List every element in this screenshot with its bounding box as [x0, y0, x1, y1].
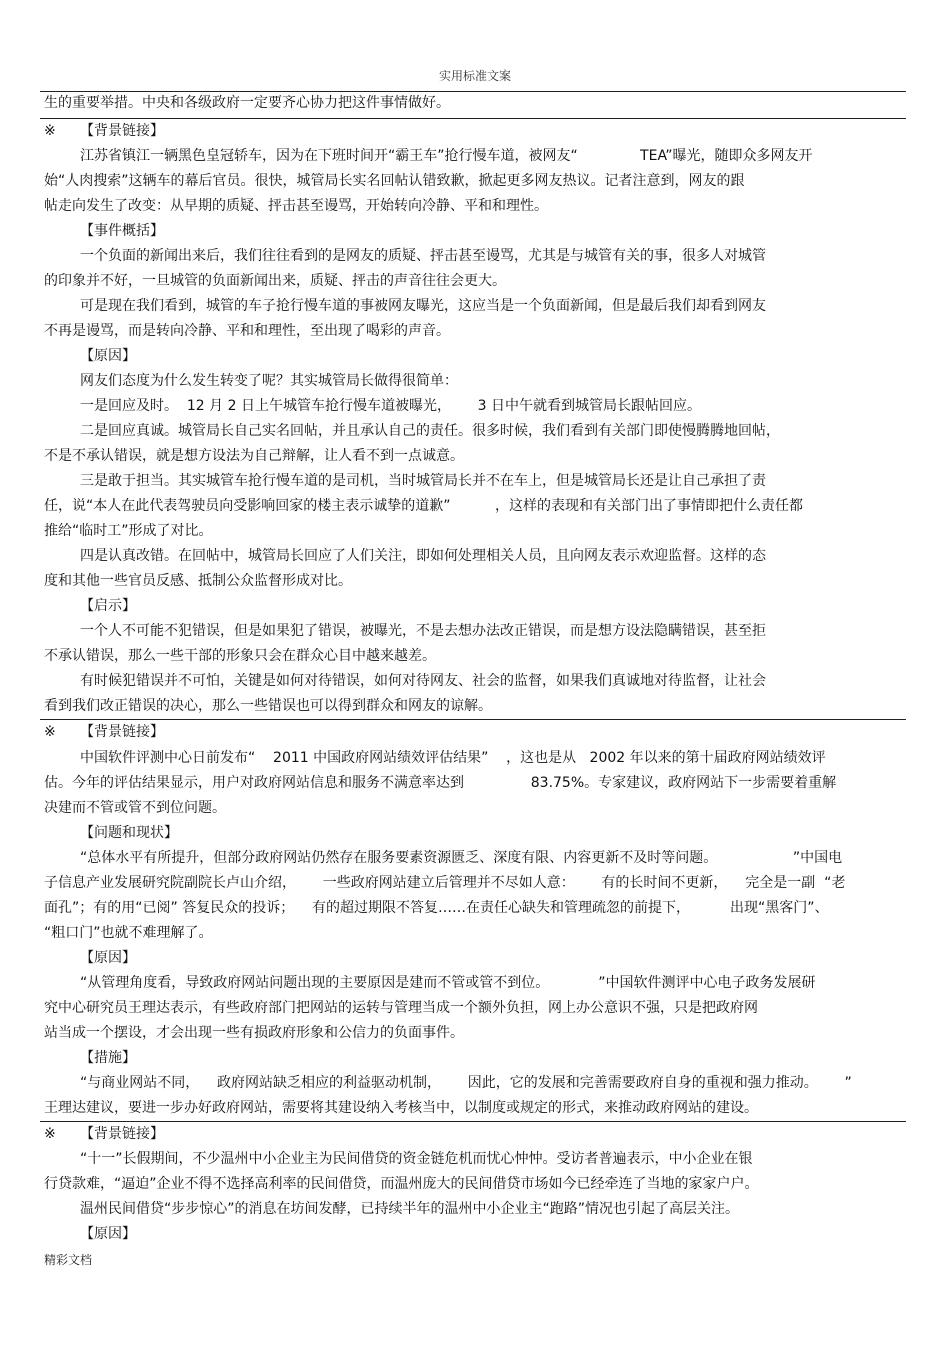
text-line: “与商业网站不同， 政府网站缺乏相应的利益驱动机制， 因此，它的发展和完善需要政府自身的重视和强力推动。 ”: [80, 1075, 852, 1091]
text-line: 推给“临时工”形成了对比。: [44, 523, 213, 539]
section-heading: 【原因】: [80, 950, 136, 966]
text-line: 的印象并不好，一旦城管的负面新闻出来，质疑、抨击的声音往往会更大。: [44, 273, 506, 289]
text-line: 不承认错误，那么一些干部的形象只会在群众心目中越来越差。: [44, 648, 436, 664]
divider: [40, 118, 906, 119]
divider: [40, 1121, 906, 1122]
text-line: 王理达建议，要进一步办好政府网站，需要将其建设纳入考核当中，以制度或规定的形式，来推动政府网站的建设。: [44, 1100, 758, 1116]
text-line: 网友们态度为什么发生转变了呢？其实城管局长做得很简单：: [80, 373, 458, 389]
text-line: 不是不承认错误，就是想方设法为自己辩解，让人看不到一点诚意。: [44, 448, 464, 464]
text-line: 四是认真改错。在回帖中，城管局长回应了人们关注，即如何处理相关人员，且向网友表示欢迎监督。这样的态: [80, 548, 766, 564]
text-line: 看到我们改正错误的决心，那么一些错误也可以得到群众和网友的谅解。: [44, 698, 492, 714]
text-line: 帖走向发生了改变：从早期的质疑、抨击甚至谩骂，开始转向冷静、平和和理性。: [44, 198, 548, 214]
text-line: 行贷款难，“逼迫”企业不得不选择高利率的民间借贷，而温州庞大的民间借贷市场如今已经牵连了当地的家家户户。: [44, 1176, 759, 1192]
text-line: 任，说“本人在此代表驾驶员向受影响回家的楼主表示诚挚的道歉” ，这样的表现和有关部门出了事情即把什么责任都: [44, 498, 804, 514]
text-line: 站当成一个摆设，才会出现一些有损政府形象和公信力的负面事件。: [44, 1025, 464, 1041]
page-footer: 精彩文档: [44, 1253, 93, 1267]
text-line: 一个人不可能不犯错误，但是如果犯了错误，被曝光，不是去想办法改正错误，而是想方设法隐瞒错误，甚至拒: [80, 623, 766, 639]
section-heading: 【启示】: [80, 598, 136, 614]
text-line: 始“人肉搜索”这辆车的幕后官员。很快，城管局长实名回帖认错致歉，掀起更多网友热议。记者注意到，网友的跟: [44, 173, 745, 189]
section-marker: ※: [44, 724, 56, 740]
text-line: 估。今年的评估结果显示，用户对政府网站信息和服务不满意率达到 83.75%。专家建议，政府网站下一步需要着重解: [44, 775, 837, 791]
text-line: “粗口门”也就不难理解了。: [44, 925, 213, 941]
text-line: 面孔”；有的用“已阅” 答复民众的投诉； 有的超过期限不答复……在责任心缺失和管理疏忽的前提下， 出现“黑客门”、: [44, 900, 829, 916]
text-line: 三是敢于担当。其实城管车抢行慢车道的是司机，当时城管局长并不在车上，但是城管局长还是让自己承担了责: [80, 473, 766, 489]
text-line: “从管理角度看，导致政府网站问题出现的主要原因是建而不管或管不到位。 ”中国软件测评中心电子政务发展研: [80, 975, 816, 991]
section-heading: 【问题和现状】: [80, 825, 178, 841]
page-header: 实用标准文案: [438, 69, 511, 83]
text-line: 中国软件评测中心日前发布“ 2011 中国政府网站绩效评估结果” ，这也是从 2002 年以来的第十届政府网站绩效评: [80, 750, 826, 766]
section-marker: ※: [44, 1126, 56, 1142]
text-line: 可是现在我们看到，城管的车子抢行慢车道的事被网友曝光，这应当是一个负面新闻，但是最后我们却看到网友: [80, 298, 766, 314]
text-line: 究中心研究员王理达表示，有些政府部门把网站的运转与管理当成一个额外负担，网上办公意识不强，只是把政府网: [44, 1000, 758, 1016]
text-line: “总体水平有所提升，但部分政府网站仍然存在服务要素资源匮乏、深度有限、内容更新不及时等问题。 ”中国电: [80, 850, 843, 866]
section-heading: 【背景链接】: [80, 123, 164, 139]
text-line: 决建而不管或管不到位问题。: [44, 800, 226, 816]
text-line: 二是回应真诚。城管局长自己实名回帖，并且承认自己的责任。很多时候，我们看到有关部门即使慢腾腾地回帖，: [80, 423, 780, 439]
text-line: 不再是谩骂，而是转向冷静、平和和理性，至出现了喝彩的声音。: [44, 323, 450, 339]
text-line: 江苏省镇江一辆黑色皇冠轿车，因为在下班时间开“霸王车”抢行慢车道，被网友“ TEA”曝光，随即众多网友开: [80, 148, 813, 164]
section-heading: 【背景链接】: [80, 724, 164, 740]
divider: [40, 719, 906, 720]
text-line: 有时候犯错误并不可怕，关键是如何对待错误，如何对待网友、社会的监督，如果我们真诚地对待监督，让社会: [80, 673, 766, 689]
text-line: 生的重要举措。中央和各级政府一定要齐心协力把这件事情做好。: [44, 95, 450, 111]
text-line: 一是回应及时。 12 月 2 日上午城管车抢行慢车道被曝光， 3 日中午就看到城管局长跟帖回应。: [80, 398, 702, 414]
text-line: 一个负面的新闻出来后，我们往往看到的是网友的质疑、抨击甚至谩骂，尤其是与城管有关的事，很多人对城管: [80, 248, 766, 264]
text-line: 度和其他一些官员反感、抵制公众监督形成对比。: [44, 573, 352, 589]
text-line: 子信息产业发展研究院副院长卢山介绍， 一些政府网站建立后管理并不尽如人意： 有的长时间不更新， 完全是一副 “老: [44, 875, 846, 891]
text-line: 温州民间借贷“步步惊心”的消息在坊间发酵，已持续半年的温州中小企业主“跑路”情况也引起了高层关注。: [80, 1201, 740, 1217]
section-heading: 【措施】: [80, 1050, 136, 1066]
text-line: “十一”长假期间，不少温州中小企业主为民间借贷的资金链危机而忧心忡忡。受访者普遍表示，中小企业在银: [80, 1151, 753, 1167]
divider: [40, 91, 906, 92]
section-marker: ※: [44, 123, 56, 139]
section-heading: 【原因】: [80, 1226, 136, 1242]
section-heading: 【背景链接】: [80, 1126, 164, 1142]
section-heading: 【原因】: [80, 348, 136, 364]
section-heading: 【事件概括】: [80, 223, 164, 239]
